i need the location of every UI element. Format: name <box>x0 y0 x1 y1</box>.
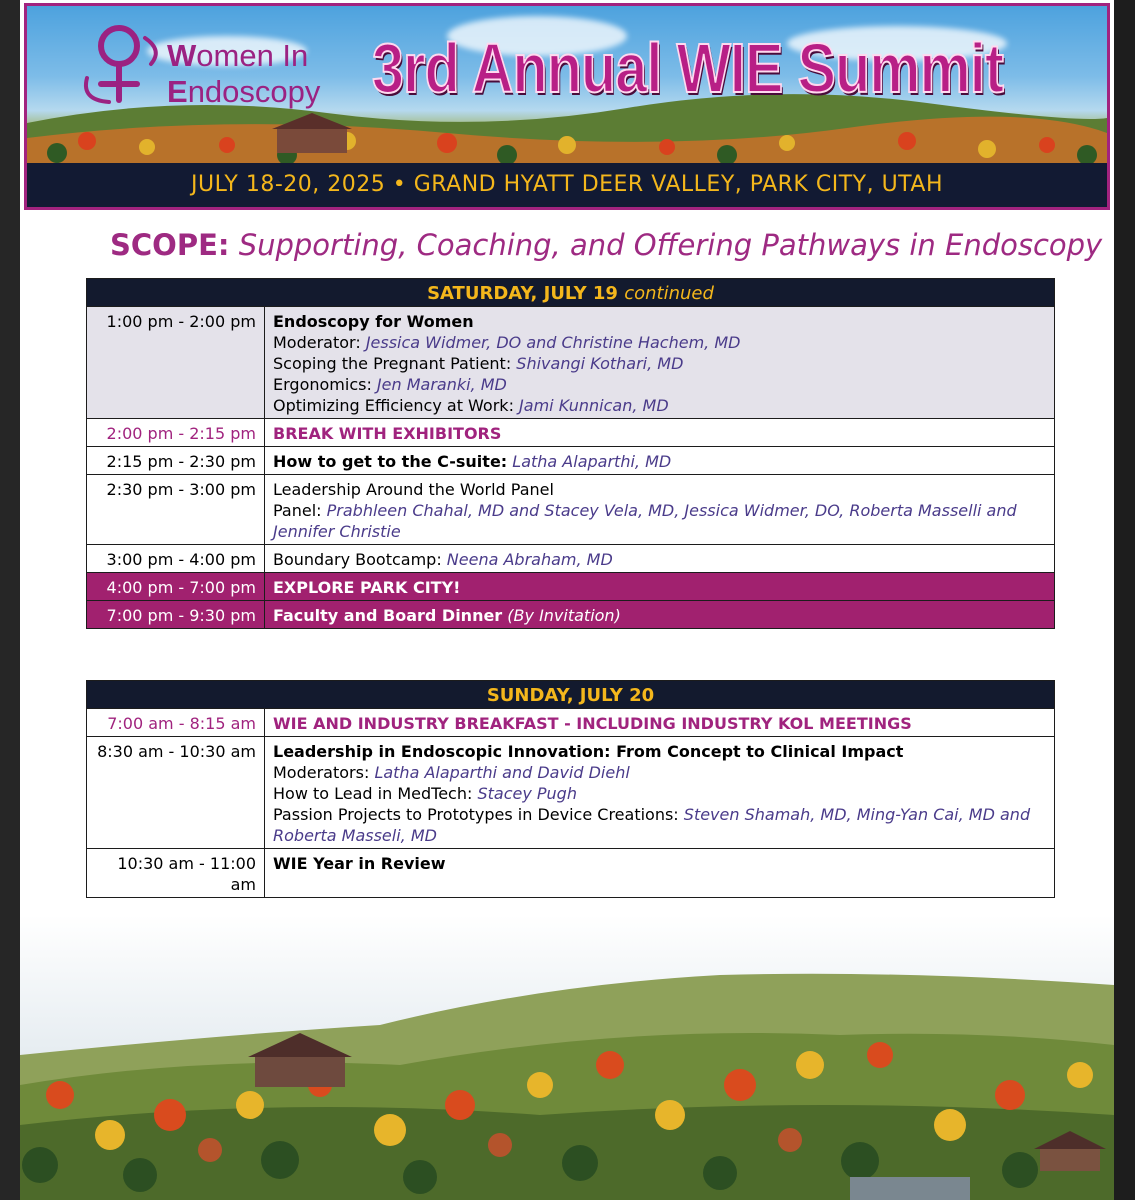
table-row: 4:00 pm - 7:00 pm EXPLORE PARK CITY! <box>87 573 1055 601</box>
date-location-text: JULY 18-20, 2025 • GRAND HYATT DEER VALLEY, PARK CITY, UTAH <box>190 172 943 197</box>
venus-symbol-icon <box>79 20 165 106</box>
table-row: 8:30 am - 10:30 am Leadership in Endoscopic Innovation: From Concept to Clinical Impact Moderators: Latha Alaparthi and David Diehl How to Lead in MedTech: Stacey Pugh Passion Projects to Prototypes in Device Creations: Steven Shamah, MD, Ming-Yan Cai, MD and Roberta Masseli, MD <box>87 737 1055 849</box>
date-location-bar <box>27 163 1107 207</box>
table-row: 7:00 am - 8:15 am WIE AND INDUSTRY BREAKFAST - INCLUDING INDUSTRY KOL MEETINGS <box>87 709 1055 737</box>
wie-logo <box>79 20 369 130</box>
table-row: 3:00 pm - 4:00 pm Boundary Bootcamp: Neena Abraham, MD <box>87 545 1055 573</box>
scope-tagline: Supporting, Coaching, and Offering Pathways in Endoscopy <box>238 228 1103 262</box>
saturday-schedule-table <box>86 278 1055 629</box>
table-row: 2:15 pm - 2:30 pm How to get to the C-suite: Latha Alaparthi, MD <box>87 447 1055 475</box>
sunday-header-row: SUNDAY, JULY 20 <box>87 681 1055 709</box>
window-left-edge <box>0 0 20 1200</box>
scope-heading <box>110 228 1102 262</box>
table-row: 10:30 am - 11:00 am WIE Year in Review <box>87 849 1055 898</box>
header-banner <box>24 3 1110 210</box>
summit-title: 3rd Annual WIE Summit <box>372 29 1004 107</box>
table-row: 2:00 pm - 2:15 pm BREAK WITH EXHIBITORS <box>87 419 1055 447</box>
logo-line-1: Women In <box>167 38 309 73</box>
window-right-edge <box>1114 0 1135 1200</box>
saturday-header-row: SATURDAY, JULY 19 continued <box>87 279 1055 307</box>
logo-line-2: Endoscopy <box>167 74 321 109</box>
table-row: 2:30 pm - 3:00 pm Leadership Around the World Panel Panel: Prabhleen Chahal, MD and Stacey Vela, MD, Jessica Widmer, DO, Roberta Masselli and Jennifer Christie <box>87 475 1055 545</box>
table-row: 7:00 pm - 9:30 pm Faculty and Board Dinner (By Invitation) <box>87 601 1055 629</box>
autumn-landscape-image <box>20 915 1114 1200</box>
flyer-page <box>20 0 1114 1200</box>
scope-label: SCOPE: <box>110 228 230 262</box>
sunday-schedule-table <box>86 680 1055 898</box>
table-row: 1:00 pm - 2:00 pm Endoscopy for Women Moderator: Jessica Widmer, DO and Christine Hachem, MD Scoping the Pregnant Patient: Shivangi Kothari, MD Ergonomics: Jen Maranki, MD Optimizing Efficiency at Work: Jami Kunnican, MD <box>87 307 1055 419</box>
